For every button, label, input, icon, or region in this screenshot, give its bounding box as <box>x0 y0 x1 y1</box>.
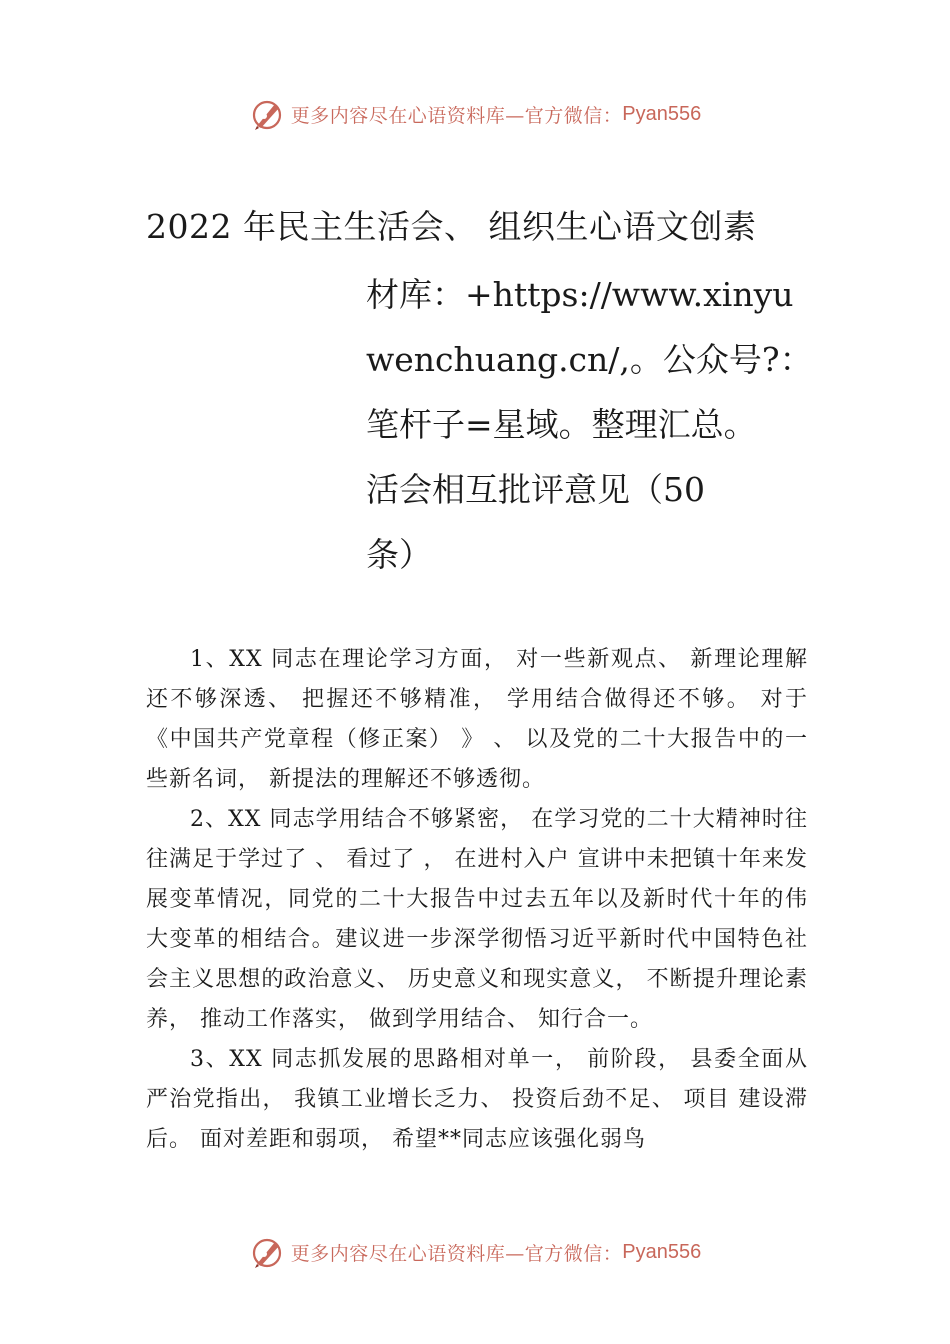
header-banner-text: 更多内容尽在心语资料库—官方微信： <box>290 104 623 127</box>
title-line-5: 活会相互批评意见（50 <box>366 470 705 509</box>
document-body <box>146 640 808 1160</box>
header-banner <box>0 92 950 136</box>
paragraph-3: 3、XX 同志抓发展的思路相对单一， 前阶段， 县委全面从严治党指出， 我镇工业增长乏力、 投资后劲不足、 项目 建设滞后。 面对差距和弱项， 希望**同志应该强化弱鸟 <box>146 1047 808 1152</box>
footer-banner-id: Pyan556 <box>622 1240 702 1263</box>
paragraph-2: 2、XX 同志学用结合不够紧密， 在学习党的二十大精神时往往满足于学过了 、 看过了 ， 在进村入户 宣讲中未把镇十年来发展变革情况，同党的二十大报告中过去五年以及新时代十年的伟大变革的相结合。建议进一步深学彻悟习近平新时代中国特色社会主义思想的政治意义、 历史意义和现实意义， 不断提升理论素养， 推动工作落实， 做到学用结合、 知行合一。 <box>146 807 808 1032</box>
pen-logo-icon <box>249 96 285 132</box>
header-banner-id: Pyan556 <box>622 102 702 125</box>
pen-logo-icon <box>249 1234 285 1270</box>
title-line-6: 条） <box>366 535 432 574</box>
title-line-3: wenchuang.cn/,。公众号?： <box>366 340 813 379</box>
title-line-1: 2022 年民主生活会、 组织生心语文创素 <box>146 207 757 246</box>
footer-banner-text: 更多内容尽在心语资料库—官方微信： <box>290 1242 623 1265</box>
footer-banner <box>0 1230 950 1274</box>
title-line-2: 材库：+https://www.xinyu <box>366 275 794 314</box>
paragraph-1: 1、XX 同志在理论学习方面， 对一些新观点、 新理论理解还不够深透、 把握还不够精准， 学用结合做得还不够。 对于《中国共产党章程（修正案） 》 、 以及党的二十大报告中的一些新名词， 新提法的理解还不够透彻。 <box>146 647 808 792</box>
document-title <box>146 200 826 587</box>
title-line-4: 笔杆子=星域。整理汇总。 <box>366 405 757 444</box>
title-continuation <box>366 262 813 587</box>
